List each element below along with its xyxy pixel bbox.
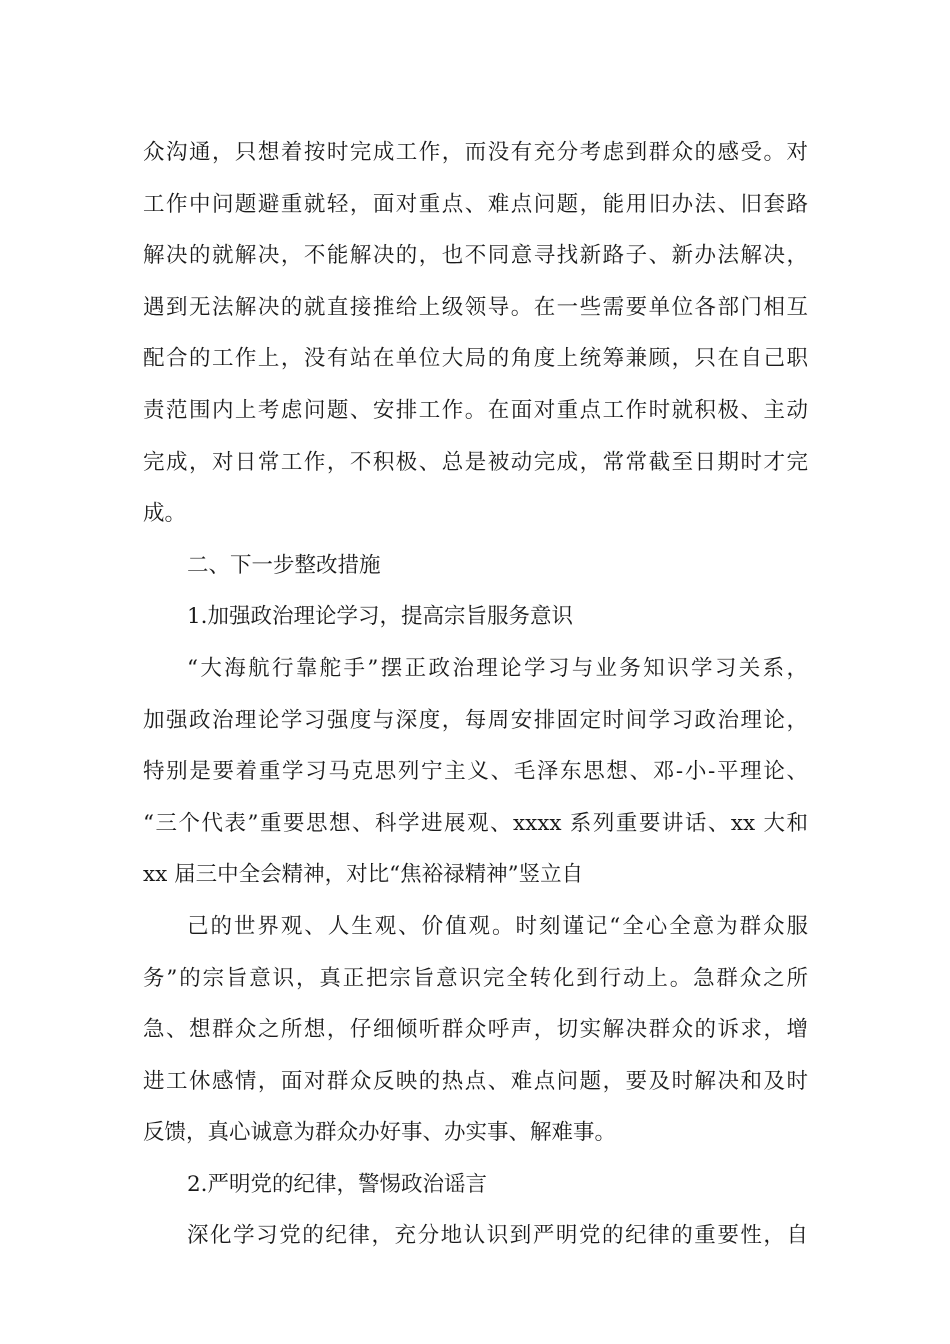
paragraph-1-line-7: 完成，对日常工作，不积极、总是被动完成，常常截至日期时才完 (143, 449, 808, 475)
paragraph-1-line-5: 配合的工作上，没有站在单位大局的角度上统筹兼顾，只在自己职 (143, 346, 808, 372)
document-body (143, 127, 808, 1262)
paragraph-4-line-1: 深化学习党的纪律，充分地认识到严明党的纪律的重要性，自 (187, 1223, 808, 1249)
paragraph-2-line-2: 加强政治理论学习强度与深度，每周安排固定时间学习政治理论， (143, 707, 808, 733)
paragraph-3-line-5: 反馈，真心诚意为群众办好事、办实事、解难事。 (143, 1120, 617, 1146)
paragraph-2-line-1: “大海航行靠舵手”摆正政治理论学习与业务知识学习关系， (187, 655, 808, 681)
paragraph-1-line-1: 众沟通，只想着按时完成工作，而没有充分考虑到群众的感受。对 (143, 140, 808, 165)
paragraph-1-line-8: 成。 (143, 501, 187, 527)
paragraph-1-line-6: 责范围内上考虑问题、安排工作。在面对重点工作时就积极、主动 (143, 397, 808, 423)
paragraph-3-line-1: 己的世界观、人生观、价值观。时刻谨记“全心全意为群众服 (187, 913, 808, 939)
paragraph-3-line-2: 务”的宗旨意识，真正把宗旨意识完全转化到行动上。急群众之所 (143, 965, 808, 991)
paragraph-1-line-4: 遇到无法解决的就直接推给上级领导。在一些需要单位各部门相互 (143, 294, 808, 320)
paragraph-1-line-3: 解决的就解决，不能解决的，也不同意寻找新路子、新办法解决， (143, 243, 808, 269)
paragraph-3-line-3: 急、想群众之所想，仔细倾听群众呼声，切实解决群众的诉求，增 (143, 1017, 808, 1043)
paragraph-2-line-4: “三个代表”重要思想、科学进展观、xxxx 系列重要讲话、xx 大和 (143, 810, 808, 836)
paragraph-3-line-4: 进工休感情，面对群众反映的热点、难点问题，要及时解决和及时 (143, 1068, 808, 1094)
paragraph-2-line-3: 特别是要着重学习马克思列宁主义、毛泽东思想、邓-小-平理论、 (143, 759, 808, 785)
paragraph-1-line-2: 工作中问题避重就轻，面对重点、难点问题，能用旧办法、旧套路 (143, 191, 808, 217)
subheading-2: 2.严明党的纪律，警惕政治谣言 (187, 1171, 488, 1197)
subheading-1: 1.加强政治理论学习，提高宗旨服务意识 (187, 604, 574, 630)
section-heading: 二、下一步整改措施 (187, 552, 381, 578)
paragraph-2-line-5: xx 届三中全会精神，对比“焦裕禄精神”竖立自 (143, 862, 584, 888)
